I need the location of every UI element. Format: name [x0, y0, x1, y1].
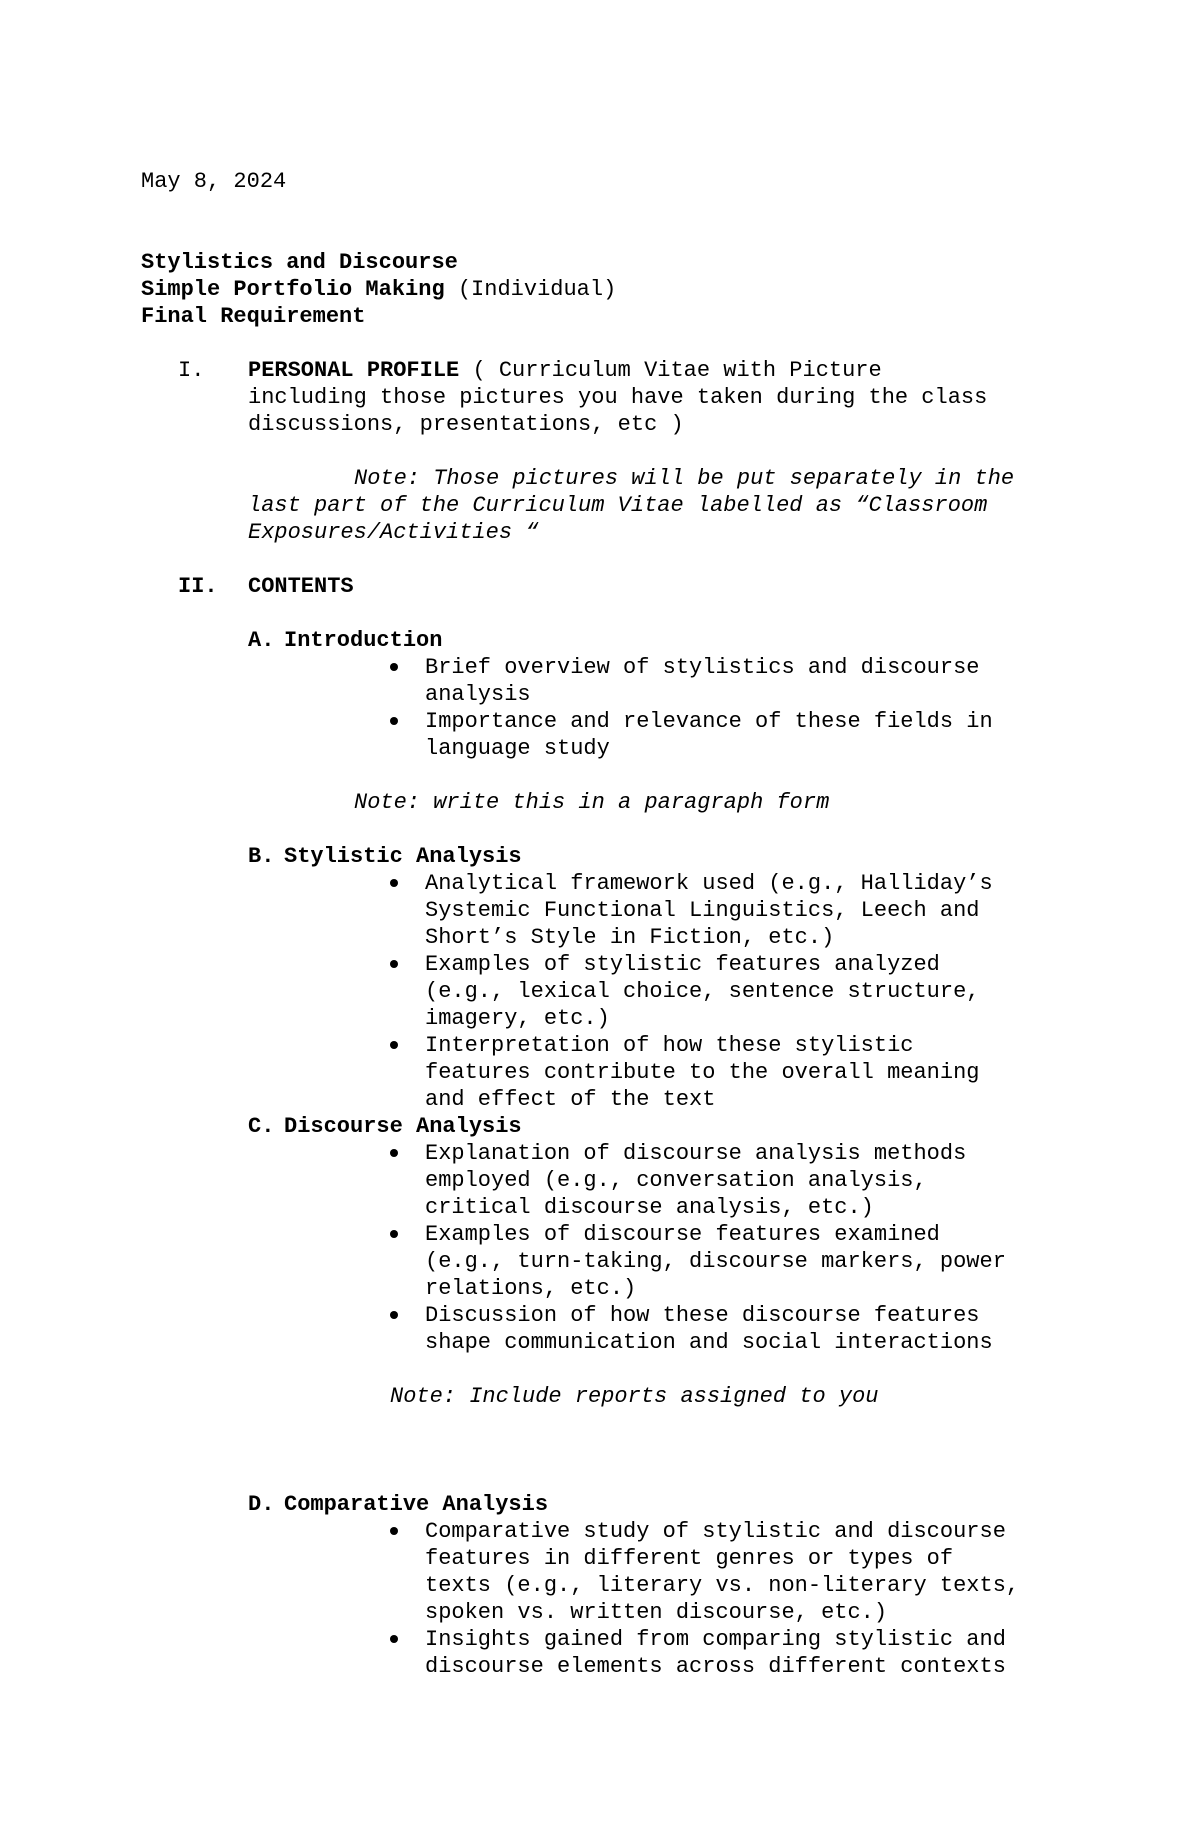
bullet-text-line: Insights gained from comparing stylistic and — [425, 1627, 1006, 1652]
section-1-note-line-3: Exposures/Activities “ — [248, 520, 539, 545]
bullet-text-line: Comparative study of stylistic and discourse — [425, 1519, 1006, 1544]
bullet-dot-icon — [390, 1635, 398, 1643]
bullet-text-line: Systemic Functional Linguistics, Leech and — [425, 898, 980, 923]
subsection-c-title: Discourse Analysis — [284, 1114, 522, 1139]
bullet-text-line: relations, etc.) — [425, 1276, 637, 1301]
subsection-d-letter: D. — [248, 1492, 275, 1517]
section-1-heading-line — [248, 357, 882, 384]
section-1-note-line-2: last part of the Curriculum Vitae labelled as “Classroom — [248, 493, 988, 518]
section-2-numeral: II. — [178, 574, 218, 599]
bullet-text-line: Analytical framework used (e.g., Halliday’s — [425, 871, 993, 896]
subsection-b-title: Stylistic Analysis — [284, 844, 522, 869]
bullet-text-line: and effect of the text — [425, 1087, 716, 1112]
bullet-dot-icon — [390, 1149, 398, 1157]
bullet-dot-icon — [390, 1311, 398, 1319]
bullet-dot-icon — [390, 1041, 398, 1049]
section-1-note-line-1: Note: Those pictures will be put separately in the — [354, 466, 1015, 491]
bullet-text-line: analysis — [425, 682, 531, 707]
subsection-a-title: Introduction — [284, 628, 443, 653]
project-title-line — [141, 276, 616, 303]
course-title: Stylistics and Discourse — [141, 250, 458, 275]
bullet-text-line: imagery, etc.) — [425, 1006, 610, 1031]
bullet-text-line: discourse elements across different contexts — [425, 1654, 1006, 1679]
bullet-dot-icon — [390, 1230, 398, 1238]
subsection-a-letter: A. — [248, 628, 275, 653]
bullet-text-line: (e.g., turn-taking, discourse markers, power — [425, 1249, 1006, 1274]
bullet-text-line: Interpretation of how these stylistic — [425, 1033, 914, 1058]
subsection-c-note: Note: Include reports assigned to you — [390, 1384, 879, 1409]
bullet-text-line: features in different genres or types of — [425, 1546, 954, 1571]
subsection-a-note: Note: write this in a paragraph form — [354, 790, 830, 815]
bullet-text-line: texts (e.g., literary vs. non-literary texts, — [425, 1573, 1020, 1598]
bullet-text-line: critical discourse analysis, etc.) — [425, 1195, 874, 1220]
bullet-text-line: (e.g., lexical choice, sentence structure, — [425, 979, 980, 1004]
section-1-desc-line-1: ( Curriculum Vitae with Picture — [472, 358, 882, 383]
bullet-text-line: Examples of discourse features examined — [425, 1222, 940, 1247]
bullet-dot-icon — [390, 1527, 398, 1535]
project-title: Simple Portfolio Making — [141, 277, 445, 302]
bullet-text-line: Discussion of how these discourse features — [425, 1303, 980, 1328]
subsection-d-title: Comparative Analysis — [284, 1492, 549, 1517]
section-1-desc-line-2: including those pictures you have taken during the class — [248, 385, 988, 410]
bullet-text-line: features contribute to the overall meaning — [425, 1060, 980, 1085]
section-2-title: CONTENTS — [248, 574, 354, 599]
section-1-desc-line-3: discussions, presentations, etc ) — [248, 412, 684, 437]
bullet-text-line: language study — [425, 736, 610, 761]
bullet-text-line: Short’s Style in Fiction, etc.) — [425, 925, 835, 950]
bullet-dot-icon — [390, 960, 398, 968]
bullet-text-line: Examples of stylistic features analyzed — [425, 952, 940, 977]
bullet-text-line: spoken vs. written discourse, etc.) — [425, 1600, 888, 1625]
requirement-title: Final Requirement — [141, 304, 366, 329]
document-date: May 8, 2024 — [141, 169, 287, 194]
bullet-dot-icon — [390, 663, 398, 671]
bullet-dot-icon — [390, 717, 398, 725]
section-1-title: PERSONAL PROFILE — [248, 358, 460, 383]
subsection-c-letter: C. — [248, 1114, 275, 1139]
bullet-dot-icon — [390, 879, 398, 887]
bullet-text-line: Explanation of discourse analysis methods — [425, 1141, 967, 1166]
bullet-text-line: shape communication and social interactions — [425, 1330, 993, 1355]
subsection-b-letter: B. — [248, 844, 275, 869]
bullet-text-line: Brief overview of stylistics and discourse — [425, 655, 980, 680]
project-type: (Individual) — [457, 277, 617, 302]
section-1-numeral: I. — [178, 358, 205, 383]
bullet-text-line: Importance and relevance of these fields in — [425, 709, 993, 734]
bullet-text-line: employed (e.g., conversation analysis, — [425, 1168, 927, 1193]
